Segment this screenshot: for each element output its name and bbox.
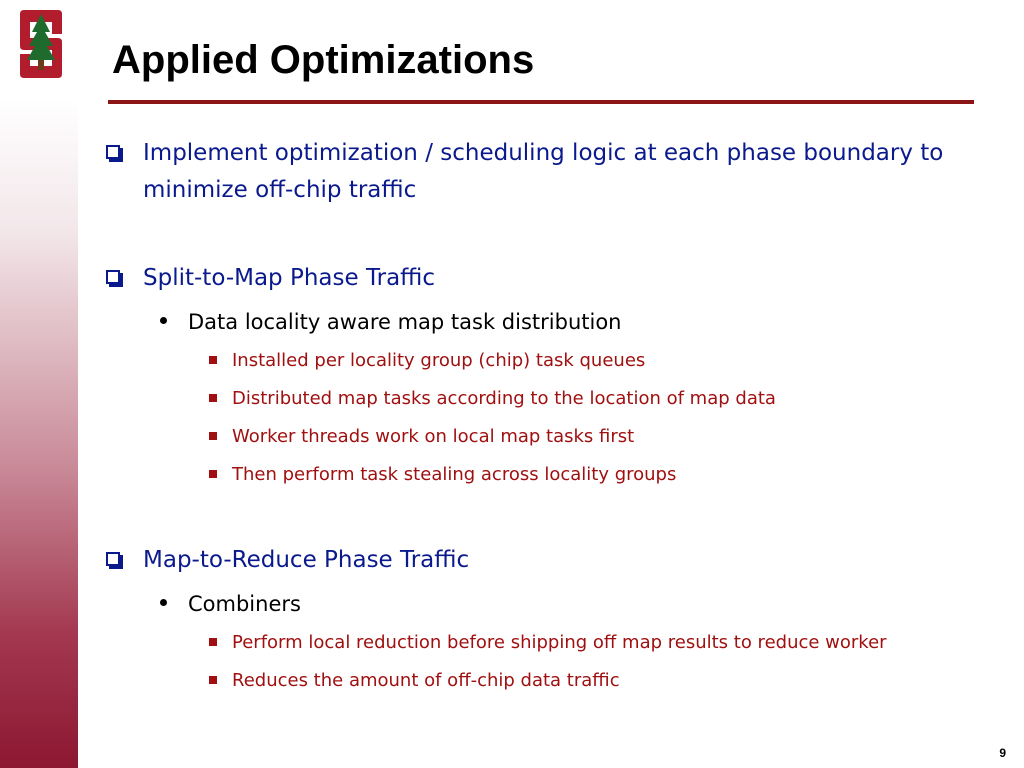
square-small-bullet-icon (209, 470, 217, 478)
bullet-text: Installed per locality group (chip) task queues (232, 350, 646, 371)
square-bullet-icon (106, 552, 120, 566)
square-small-bullet-icon (209, 356, 217, 364)
bullet-text: Split-to-Map Phase Traffic (143, 265, 436, 291)
square-small-bullet-icon (209, 638, 217, 646)
page-number: 9 (999, 746, 1006, 760)
round-bullet-icon (160, 599, 167, 606)
bullet-text: Combiners (188, 592, 301, 616)
round-bullet-icon (160, 317, 167, 324)
bullet-text: Implement optimization / scheduling logic at each phase boundary to minimize off-chip traffic (143, 140, 944, 203)
square-bullet-icon (106, 270, 120, 284)
square-small-bullet-icon (209, 432, 217, 440)
bullet-text: Data locality aware map task distribution (188, 310, 622, 334)
square-bullet-icon (106, 145, 120, 159)
bullet-text: Worker threads work on local map tasks first (232, 426, 635, 447)
bullet-text: Distributed map tasks according to the location of map data (232, 388, 776, 409)
bullet-text: Perform local reduction before shipping off map results to reduce worker (232, 632, 887, 653)
bullet-text: Then perform task stealing across locality groups (232, 464, 677, 485)
square-small-bullet-icon (209, 394, 217, 402)
square-small-bullet-icon (209, 676, 217, 684)
bullet-text: Reduces the amount of off-chip data traffic (232, 670, 620, 691)
bullet-text: Map-to-Reduce Phase Traffic (143, 547, 470, 573)
slide-title: Applied Optimizations (112, 38, 535, 82)
